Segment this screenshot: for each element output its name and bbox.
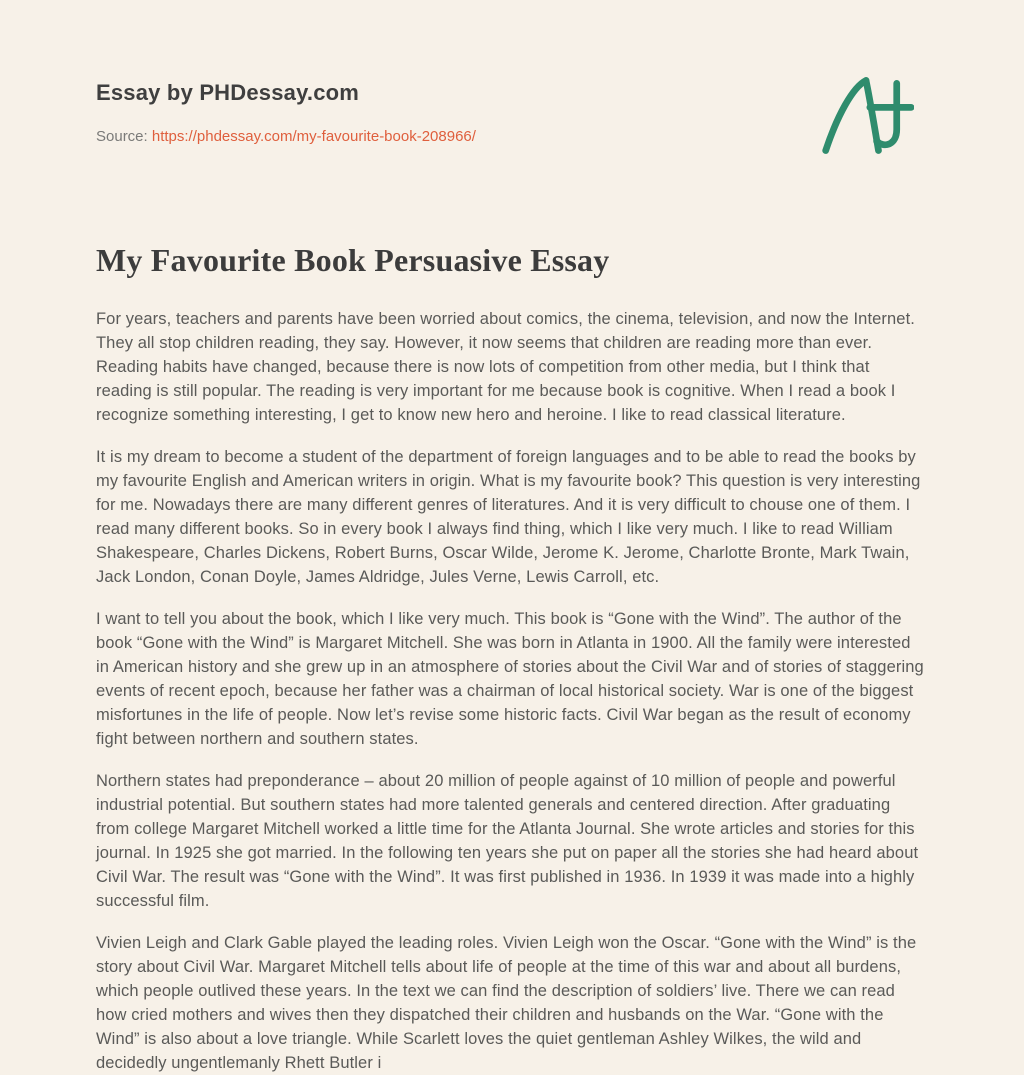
source-label: Source: xyxy=(96,128,148,145)
page-header xyxy=(96,76,928,162)
essay-paragraph: For years, teachers and parents have been worried about comics, the cinema, television, and now the Internet. They all stop children reading, they say. However, it now seems that children are reading more than ever. Reading habits have changed, because there is now lots of competition from other media, but I think that reading is still popular. The reading is very important for me because book is cognitive. When I read a book I recognize something interesting, I get to know new hero and heroine. I like to read classical literature. xyxy=(96,310,915,424)
header-left xyxy=(96,76,476,145)
essay-body xyxy=(96,307,928,1075)
phdessay-logo-icon xyxy=(818,70,914,162)
essay-paragraph: It is my dream to become a student of the department of foreign languages and to be able to read the books by my favourite English and American writers in origin. What is my favourite book? This question is very interesting for me. Nowadays there are many different genres of literatures. And it is very difficult to chouse one of them. I read many different books. So in every book I always find thing, which I like very much. I like to read William Shakespeare, Charles Dickens, Robert Burns, Oscar Wilde, Jerome K. Jerome, Charlotte Bronte, Mark Twain, Jack London, Conan Doyle, James Aldridge, Jules Verne, Lewis Carroll, etc. xyxy=(96,448,921,586)
source-link[interactable]: https://phdessay.com/my-favourite-book-208966/ xyxy=(151,128,476,145)
source-line xyxy=(96,128,476,145)
essay-paragraph: Vivien Leigh and Clark Gable played the leading roles. Vivien Leigh won the Oscar. “Gone with the Wind” is the story about Civil War. Margaret Mitchell tells about life of people at the time of this war and about all burdens, which people outlived these years. In the text we can find the description of soldiers’ live. There we can read how cried mothers and wives then they dispatched their children and husbands on the War. “Gone with the Wind” is also about a love triangle. While Scarlett loves the quiet gentleman Ashley Wilkes, the wild and decidedly ungentlemanly Rhett Butler i xyxy=(96,934,917,1072)
essay-paragraph: Northern states had preponderance – about 20 million of people against of 10 million of people and powerful industrial potential. But southern states had more talented generals and centered direction. After graduating from college Margaret Mitchell worked a little time for the Atlanta Journal. She wrote articles and stories for this journal. In 1925 she got married. In the following ten years she put on paper all the stories she had heard about Civil War. The result was “Gone with the Wind”. It was first published in 1936. In 1939 it was made into a highly successful film. xyxy=(96,772,919,910)
brand-title: Essay by PHDessay.com xyxy=(96,80,360,105)
essay-title: My Favourite Book Persuasive Essay xyxy=(96,242,610,278)
essay-paragraph: I want to tell you about the book, which I like very much. This book is “Gone with the Wind”. The author of the book “Gone with the Wind” is Margaret Mitchell. She was born in Atlanta in 1900. All the family were interested in American history and she grew up in an atmosphere of stories about the Civil War and of stories of staggering events of recent epoch, because her father was a chairman of local historical society. War is one of the biggest misfortunes in the life of people. Now let’s revise some historic facts. Civil War began as the result of economy fight between northern and southern states. xyxy=(96,610,924,748)
